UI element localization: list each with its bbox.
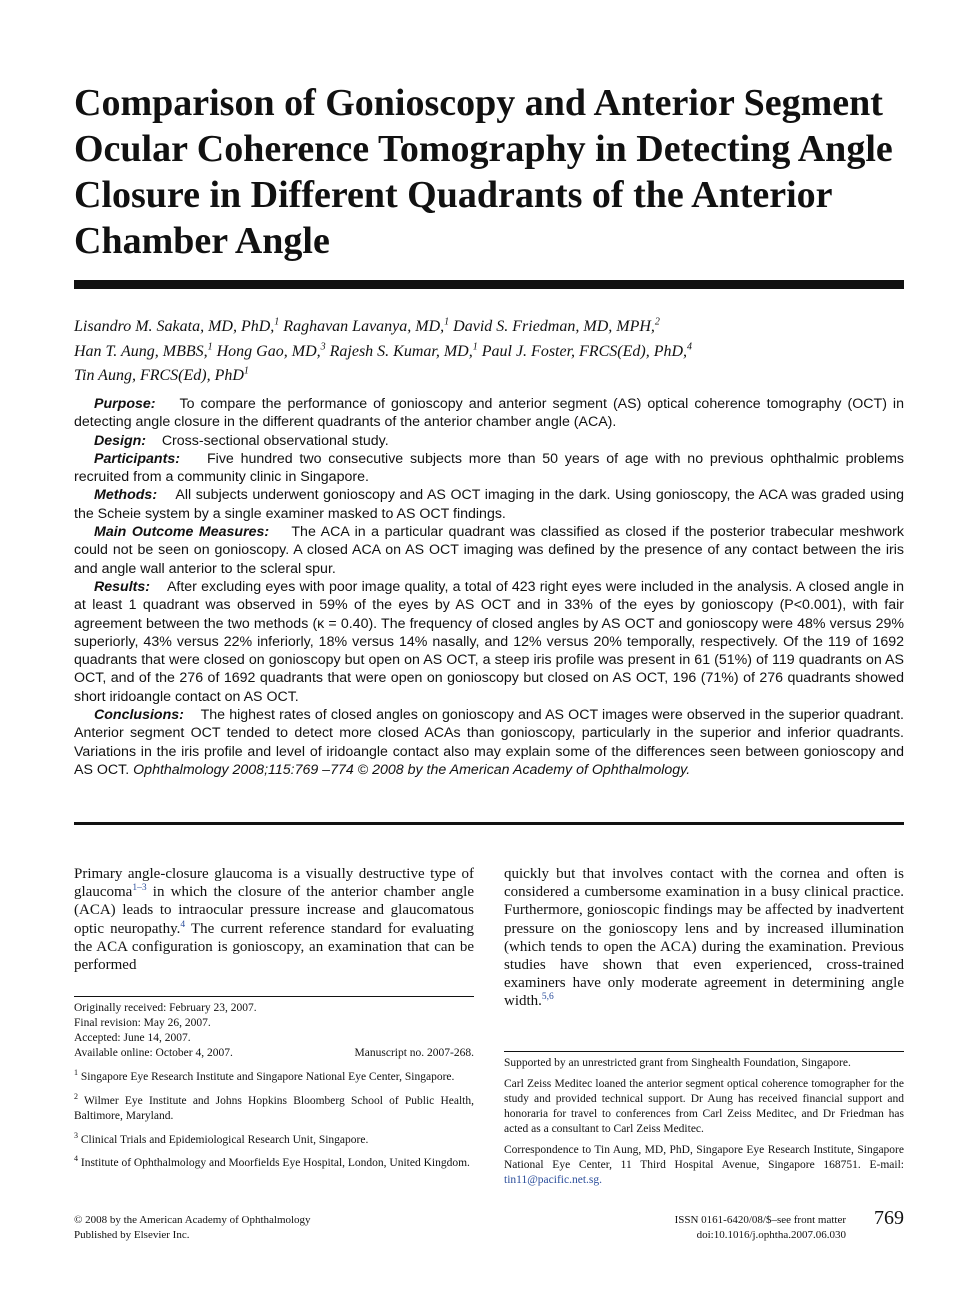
availability-line: Available online: October 4, 2007. Manuscript no. 2007-268. [74,1047,474,1059]
reference-link[interactable]: 1–3 [132,883,147,894]
author: Han T. Aung, MBBS,$^1$ [74,341,213,360]
abstract-results: Results: After excluding eyes with poor image quality, a total of 423 right eyes were included in the analysis. A closed angle in at least 1 quadrant was observed in 59% of the eyes by AS OCT and in 33% of the eyes by gonioscopy (P<0.001), with fair agreement between the two methods (κ = 0.40). The frequency of closed angles by AS OCT and gonioscopy were 48% versus 29% superiorly, 43% versus 22% inferiorly, 18% versus 14% nasally, and 12% versus 20% temporally, respectively. Of the 119 of 1692 quadrants that were closed on gonioscopy but open on AS OCT, a steep iris profile was present in 61 (51%) of 119 quadrants on AS OCT, and of the 276 of 1692 quadrants that were open on gonioscopy but closed on AS OCT, 196 (71%) of 276 quadrants showed short iridoangle contact on AS OCT. [74,578,904,705]
journal-citation: Ophthalmology 2008;115:769 –774 © 2008 by the American Academy of Ophthalmology. [133,761,691,778]
author: Rajesh S. Kumar, MD,$^1$ [329,341,478,360]
affiliation: $^4$ Institute of Ophthalmology and Moorfields Eye Hospital, London, United Kingdom. [74,1154,470,1170]
abstract-participants: Participants: Five hundred two consecutive subjects more than 50 years of age with no previous ophthalmic problems recruited from a community clinic in Singapore. [74,450,904,486]
funding-note: Supported by an unrestricted grant from Singhealth Foundation, Singapore. [504,1057,851,1069]
accepted-date: Accepted: June 14, 2007. [74,1032,191,1044]
disclosure-note: Carl Zeiss Meditec loaned the anterior segment optical coherence tomographer for the study and provided technical support. Dr Aung has received financial support and honoraria for travel to conferences from Carl Zeiss Meditec, and Dr Friedman has acted as a consultant to Carl Zeiss Meditec. [504,1078,904,1135]
abstract-purpose: Purpose: To compare the performance of gonioscopy and anterior segment (AS) optical coherence tomography (OCT) in detecting angle closure in the different quadrants of the anterior chamber angle (ACA). [74,396,904,431]
author: Hong Gao, MD,$^3$ [216,341,326,360]
author-list [74,313,914,386]
abstract-methods: Methods: All subjects underwent gonioscopy and AS OCT imaging in the dark. Using gonioscopy, the ACA was graded using the Scheie system by a single examiner masked to AS OCT findings. [74,487,904,522]
publisher: Published by Elsevier Inc. [74,1229,190,1241]
author: David S. Friedman, MD, MPH,$^2$ [453,317,660,336]
issn: ISSN 0161-6420/08/$–see front matter [674,1214,846,1226]
article-history [74,1001,474,1171]
article-title: Comparison of Gonioscopy and Anterior Segment Ocular Coherence Tomography in Detecting Angle Closure in Different Quadrants of the Anterior Chamber Angle [74,82,893,262]
abstract-outcome-measures: Main Outcome Measures: The ACA in a particular quadrant was classified as closed if the posterior trabecular meshwork could not be seen on gonioscopy. A closed ACA on AS OCT imaging was defined by the presence of any contact between the iris and angle wall anterior to the scleral spur. [74,524,904,577]
footnote-rule [74,996,474,997]
affiliation: $^2$ Wilmer Eye Institute and Johns Hopkins Bloomberg School of Public Health, Baltimore, Maryland. [74,1091,474,1122]
abstract-design: Design: Cross-sectional observational study. [94,432,389,449]
affiliation: $^3$ Clinical Trials and Epidemiological Research Unit, Singapore. [74,1130,369,1146]
doi: doi:10.1016/j.ophtha.2007.06.030 [696,1229,846,1241]
abstract-rule [74,822,904,825]
body-text-left: Primary angle-closure glaucoma is a visually destructive type of glaucoma$^{1-3}$ in which the closure of the anterior chamber angle (ACA) leads to intraocular pressure increase and glaucomatous optic neuropathy.$^4$ The current reference standard for evaluating the ACA configuration is gonioscopy, an examination that can be performed [74,866,475,974]
author: Lisandro M. Sakata, MD, PhD,$^1$ [74,317,280,336]
abstract-conclusions: Conclusions: The highest rates of closed angles on gonioscopy and AS OCT images were observed in the superior quadrant. Anterior segment OCT tended to detect more closed ACAs than gonioscopy, particularly in the superior and inferior quadrants. Variations in the iris profile and level of iridoangle contact also may explain some of the differences seen between gonioscopy and AS OCT. Ophthalmology 2008;115:769 –774 © 2008 by the American Academy of Ophthalmology. [74,707,904,778]
author-notes [504,1056,904,1194]
email-link[interactable]: tin11@pacific.net.sg. [504,1174,602,1186]
author: Tin Aung, FRCS(Ed), PhD$^1$ [74,365,249,384]
footer-right [620,1213,846,1243]
notes-rule [504,1051,904,1052]
reference-link[interactable]: 5,6 [541,992,554,1003]
affiliation: $^1$ Singapore Eye Research Institute and Singapore National Eye Center, Singapore. [74,1068,455,1083]
correspondence-note: Correspondence to Tin Aung, MD, PhD, Singapore Eye Research Institute, Singapore National Eye Center, 11 Third Hospital Avenue, Singapore 168751. E-mail: tin11@pacific.net.sg. [504,1144,904,1186]
footer-left [74,1213,474,1243]
copyright: © 2008 by the American Academy of Ophthalmology [74,1214,311,1226]
reference-link[interactable]: 4 [180,919,186,930]
received-date: Originally received: February 23, 2007. [74,1002,257,1014]
page-number: 769 [874,1207,904,1229]
abstract [74,395,904,779]
revision-date: Final revision: May 26, 2007. [74,1017,211,1029]
author: Raghavan Lavanya, MD,$^1$ [283,317,450,336]
author: Paul J. Foster, FRCS(Ed), PhD,$^4$ [481,341,693,360]
title-rule [74,280,904,289]
body-text-right: quickly but that involves contact with the cornea and often is considered a cumbersome examination in a busy clinical practice. Furthermore, gonioscopic findings may be affected by inadvertent pressure on the gonioscopy lens and by increased illumination (which tends to open the ACA) during the examination. Previous studies have shown that even experienced, cross-trained examiners have only moderate agreement in determining angle width.$^{5,6}$ [504,866,904,1010]
